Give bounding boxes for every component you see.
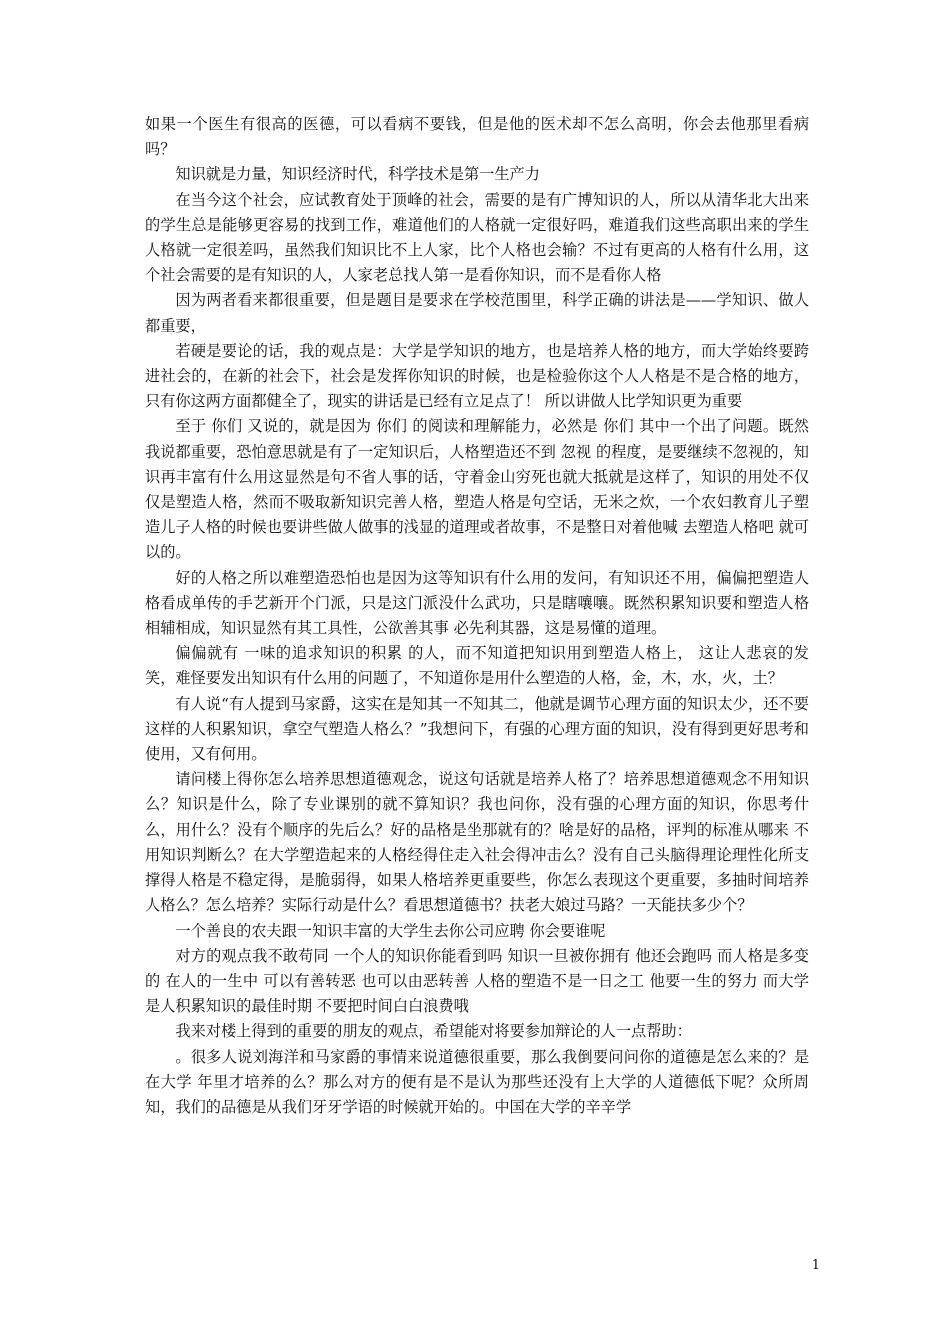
paragraph: 对方的观点我不敢苟同 一个人的知识你能看到吗 知识一旦被你拥有 他还会跑吗 而人格是多变的 在人的一生中 可以有善转恶 也可以由恶转善 人格的塑造不是一日之工 他要一生的努力 而大学是人积累知识的最佳时期 不要把时间白白浪费哦 <box>145 946 809 1016</box>
paragraph: 有人说“有人提到马家爵，这实在是知其一不知其二，他就是调节心理方面的知识太少，还不要这样的人积累知识，拿空气塑造人格么？”我想问下，有强的心理方面的知识，没有得到更好思考和使用，又有何用。 <box>145 694 809 764</box>
paragraph: 若硬是要论的话，我的观点是：大学是学知识的地方，也是培养人格的地方，而大学始终要跨进社会的，在新的社会下，社会是发挥你知识的时候，也是检验你这个人人格是不是合格的地方，只有你这两方面都健全了，现实的讲话是已经有立足点了！ 所以讲做人比学知识更为重要 <box>145 341 809 411</box>
paragraph: 如果一个医生有很高的医德，可以看病不要钱，但是他的医术却不怎么高明，你会去他那里看病吗？ <box>145 115 809 159</box>
paragraph: 偏偏就有 一味的追求知识的积累 的人，而不知道把知识用到塑造人格上， 这让人悲哀的发笑，难怪要发出知识有什么用的问题了，不知道你是用什么塑造的人格，金，木，水，火，土？ <box>145 644 809 688</box>
paragraph: 因为两者看来都很重要，但是题目是要求在学校范围里，科学正确的讲法是——学知识、做人都重要， <box>145 291 809 335</box>
paragraph: 在当今这个社会，应试教育处于顶峰的社会，需要的是有广博知识的人，所以从清华北大出来的学生总是能够更容易的找到工作，难道他们的人格就一定很好吗，难道我们这些高职出来的学生人格就一定很差吗，虽然我们知识比不上人家，比个人格也会输？不过有更高的人格有什么用，这个社会需要的是有知识的人，人家老总找人第一是看你知识，而不是看你人格 <box>145 190 809 285</box>
paragraph: 知识就是力量，知识经济时代，科学技术是第一生产力 <box>175 165 540 184</box>
document-body <box>145 112 809 1120</box>
page-number: 1 <box>811 1258 820 1273</box>
paragraph: 好的人格之所以难塑造恐怕也是因为这等知识有什么用的发问，有知识还不用，偏偏把塑造人格看成单传的手艺新开个门派，只是这门派没什么武功，只是瞎嚷嚷。既然积累知识要和塑造人格相辅相成，知识显然有其工具性，公欲善其事 必先利其器，这是易懂的道理。 <box>145 568 809 638</box>
paragraph: 我来对楼上得到的重要的朋友的观点，希望能对将要参加辩论的人一点帮助： <box>175 1022 692 1041</box>
paragraph: 请问楼上得你怎么培养思想道德观念，说这句话就是培养人格了？培养思想道德观念不用知识么？知识是什么，除了专业课别的就不算知识？我也问你，没有强的心理方面的知识，你思考什么，用什么？没有个顺序的先后么？好的品格是坐那就有的？啥是好的品格，评判的标准从哪来 不用知识判断么？在大学塑造起来的人格经得住走入社会得冲击么？没有自己头脑得理论理性化所支撑得人格是不稳定得，是脆弱得，如果人格培养更重要些，你怎么表现这个更重要，多抽时间培养人格么？怎么培养？实际行动是什么？看思想道德书？扶老大娘过马路？一天能扶多少个？ <box>145 770 809 915</box>
paragraph: 。很多人说刘海洋和马家爵的事情来说道德很重要，那么我倒要问问你的道德是怎么来的？是在大学 年里才培养的么？那么对方的便有是不是认为那些还没有上大学的人道德低下呢？众所周知，我们的品德是从我们牙牙学语的时候就开始的。中国在大学的辛辛学 <box>145 1047 809 1116</box>
paragraph: 至于 你们 又说的，就是因为 你们 的阅读和理解能力，必然是 你们 其中一个出了问题。既然我说都重要，恐怕意思就是有了一定知识后，人格塑造还不到 忽视 的程度，是要继续不忽视的，知识再丰富有什么用这显然是句不省人事的话，守着金山穷死也就大抵就是这样了，知识的用处不仅仅是塑造人格，然而不吸取新知识完善人格，塑造人格是句空话，无米之炊，一个农妇教育儿子塑造儿子人格的时候也要讲些做人做事的浅显的道理或者故事，不是整日对着他喊 去塑造人格吧 就可以的。 <box>145 417 809 562</box>
paragraph: 一个善良的农夫跟一知识丰富的大学生去你公司应聘 你会要谁呢 <box>175 921 606 940</box>
